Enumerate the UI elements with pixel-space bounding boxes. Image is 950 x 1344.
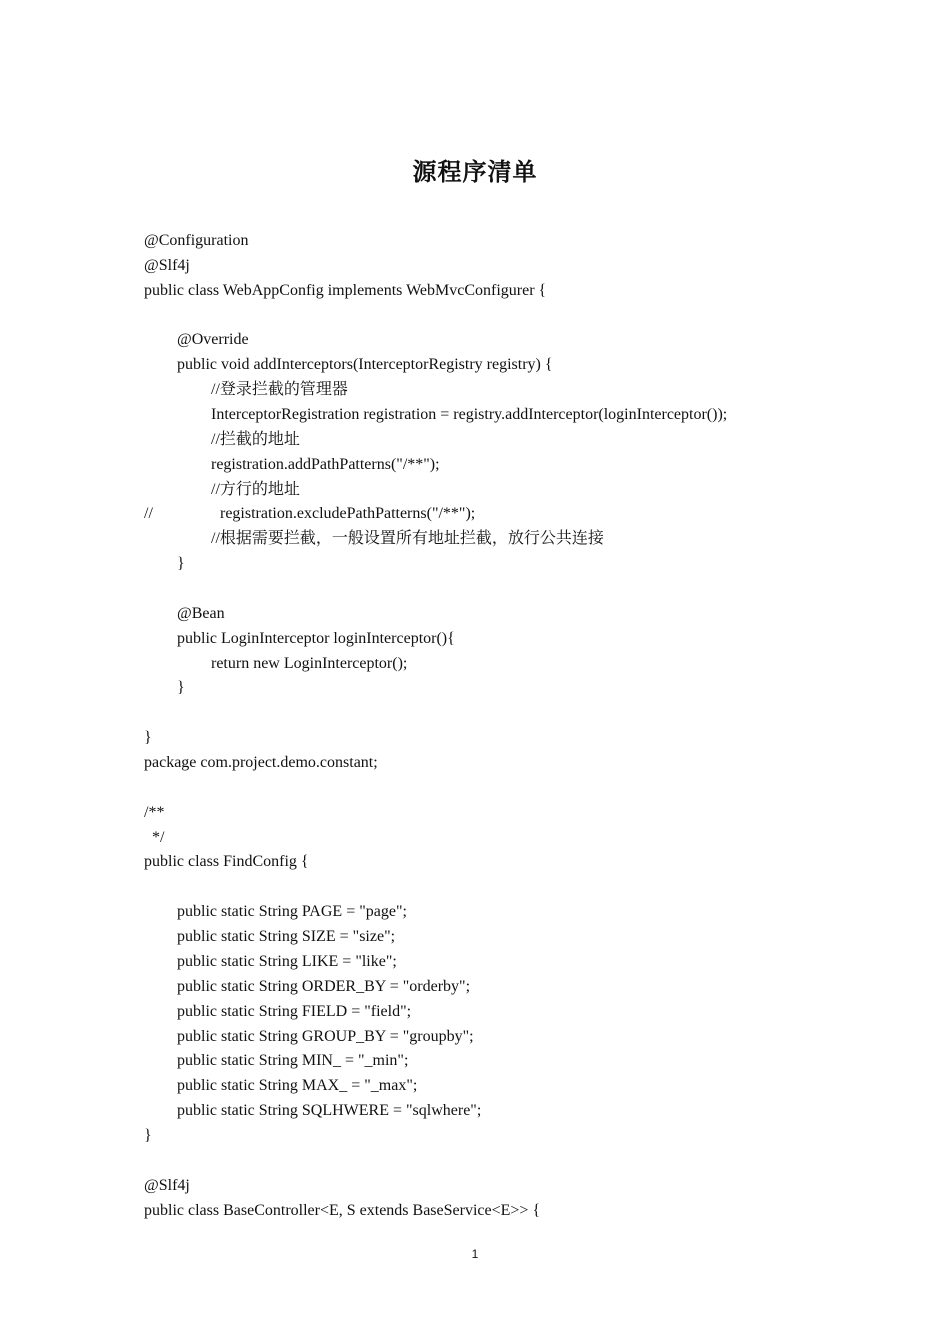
code-line-text: public static String LIKE = "like";	[177, 952, 397, 970]
code-line	[144, 328, 924, 353]
code-line	[144, 353, 924, 378]
code-line	[144, 254, 924, 279]
code-line	[144, 403, 924, 428]
code-line-text: //根据需要拦截，一般设置所有地址拦截，放行公共连接	[211, 530, 604, 548]
page-number: 1	[471, 1247, 479, 1261]
code-line-text: public void addInterceptors(InterceptorRegistry registry) {	[177, 356, 553, 374]
code-line	[144, 502, 924, 527]
code-line	[144, 875, 924, 900]
code-line-text: }	[177, 679, 185, 697]
code-line-text: }	[177, 555, 185, 573]
code-line-text: public static String FIELD = "field";	[177, 1002, 412, 1020]
code-line	[144, 428, 924, 453]
code-line-text: public static String GROUP_BY = "groupby";	[177, 1027, 474, 1045]
code-line-text: @Override	[177, 331, 249, 349]
code-line	[144, 1149, 924, 1174]
code-line	[144, 776, 924, 801]
code-line	[144, 975, 924, 1000]
code-line-text: public class BaseController<E, S extends BaseService<E>> {	[144, 1201, 541, 1219]
code-line	[144, 1074, 924, 1099]
code-line-text: @Slf4j	[144, 1176, 190, 1194]
code-line	[144, 652, 924, 677]
code-line-text: public static String ORDER_BY = "orderby";	[177, 977, 471, 995]
code-line-text: }	[144, 729, 152, 747]
code-line	[144, 726, 924, 751]
code-line-text: public static String MAX_ = "_max";	[177, 1077, 418, 1095]
code-line-text: public static String PAGE = "page";	[177, 903, 407, 921]
code-line-text: public static String MIN_ = "_min";	[177, 1052, 409, 1070]
code-line-text: registration.addPathPatterns("/**");	[211, 455, 440, 473]
code-line-text: @Slf4j	[144, 256, 190, 274]
code-line-text: public static String SQLHWERE = "sqlwhere";	[177, 1102, 482, 1120]
code-line	[144, 279, 924, 304]
code-line-text: @Configuration	[144, 232, 249, 249]
code-line	[144, 950, 924, 975]
code-line	[144, 527, 924, 552]
code-line-text: public class FindConfig {	[144, 853, 309, 871]
code-line	[144, 602, 924, 627]
code-line	[144, 1025, 924, 1050]
code-line	[144, 676, 924, 701]
code-line-text: package com.project.demo.constant;	[144, 754, 378, 772]
code-line-text: */	[144, 828, 165, 846]
code-line	[144, 826, 924, 851]
code-line	[144, 850, 924, 875]
code-line	[144, 1099, 924, 1124]
code-line	[144, 925, 924, 950]
code-line	[144, 1000, 924, 1025]
code-line-text: @Bean	[177, 604, 225, 622]
code-line	[144, 304, 924, 329]
code-line	[144, 1174, 924, 1199]
code-line	[144, 627, 924, 652]
code-line	[144, 751, 924, 776]
code-line	[144, 552, 924, 577]
code-line	[144, 1049, 924, 1074]
code-line-text: //拦截的地址	[211, 430, 300, 448]
document-title: 源程序清单	[412, 158, 538, 186]
code-line-text: //方行的地址	[211, 480, 300, 498]
source-code-listing	[144, 229, 924, 1223]
code-line-text: registration.excludePathPatterns("/**");	[220, 505, 476, 523]
code-line	[144, 229, 924, 254]
code-line	[144, 1124, 924, 1149]
code-line-text: return new LoginInterceptor();	[211, 654, 408, 672]
code-line-text: public LoginInterceptor loginInterceptor(){	[177, 629, 455, 647]
code-line	[144, 478, 924, 503]
code-line-text: /**	[144, 803, 165, 821]
code-line	[144, 701, 924, 726]
code-line	[144, 378, 924, 403]
code-line	[144, 577, 924, 602]
code-line-text: //登录拦截的管理器	[211, 381, 348, 399]
code-line-text: public static String SIZE = "size";	[177, 928, 396, 946]
code-line-text: public class WebAppConfig implements WebMvcConfigurer {	[144, 281, 547, 299]
code-line	[144, 900, 924, 925]
comment-marker: //	[144, 505, 153, 523]
code-line	[144, 453, 924, 478]
code-line	[144, 801, 924, 826]
code-line	[144, 1199, 924, 1224]
code-line-text: }	[144, 1126, 152, 1144]
code-line-text: InterceptorRegistration registration = registry.addInterceptor(loginInterceptor());	[211, 406, 728, 424]
